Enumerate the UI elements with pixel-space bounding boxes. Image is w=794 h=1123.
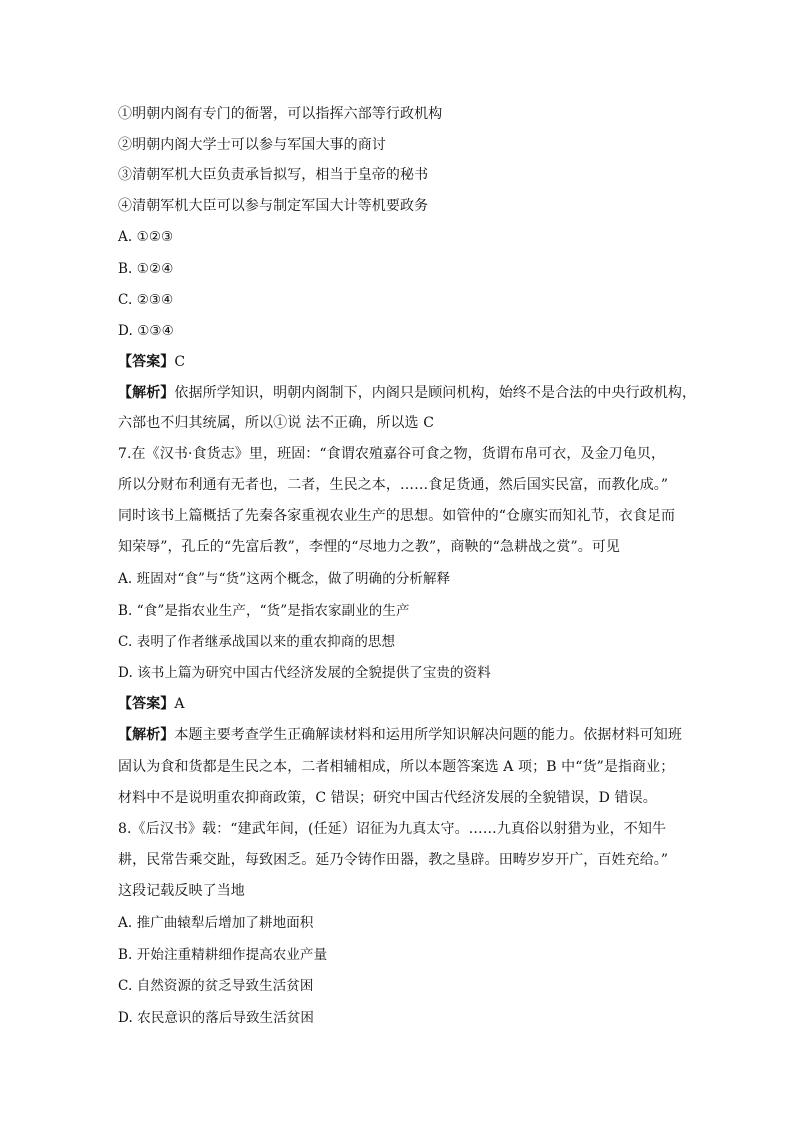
q7-stem-line-1: 7.在《汉书·食货志》里，班固：“食谓农殖嘉谷可食之物，货谓布帛可衣，及金刀龟贝， (118, 446, 666, 462)
q6-statement-4: ④清朝军机大臣可以参与制定军国大计等机要政务 (118, 198, 429, 214)
q6-option-a: A. ①②③ (118, 229, 174, 245)
q6-statement-1: ①明朝内阁有专门的衙署，可以指挥六部等行政机构 (118, 106, 443, 122)
q8-stem-line-3: 这段记载反映了当地 (118, 883, 245, 899)
q6-option-b: B. ①②④ (118, 261, 174, 277)
q7-analysis-line-2: 固认为食和货都是生民之本，二者相辅相成，所以本题答案选 A 项；B 中“货”是指商业； (118, 759, 675, 775)
q8-option-c: C. 自然资源的贫乏导致生活贫困 (118, 978, 314, 994)
q6-option-d: D. ①③④ (118, 323, 174, 339)
q6-analysis-line-1 (118, 383, 697, 403)
q7-answer (118, 694, 684, 714)
q6-analysis-line-2: 六部也不归其统属，所以①说 法不正确，所以选 C (118, 415, 435, 431)
q6-statement-2: ②明朝内阁大学士可以参与军国大事的商讨 (118, 137, 386, 153)
q7-analysis-line-1 (118, 725, 684, 745)
analysis-text: 本题主要考查学生正确解读材料和运用所学知识解决问题的能力。依据材料可知班 (174, 727, 683, 743)
q7-option-c: C. 表明了作者继承战国以来的重农抑商的思想 (118, 634, 396, 650)
q7-option-d: D. 该书上篇为研究中国古代经济发展的全貌提供了宝贵的资料 (118, 665, 491, 681)
q6-option-c: C. ②③④ (118, 292, 174, 308)
q6-answer (118, 352, 684, 372)
q8-stem-line-1: 8.《后汉书》载：“建武年间，(任延）诏征为九真太守。……九真俗以射猎为业，不知牛 (118, 821, 667, 837)
analysis-text: 依据所学知识，明朝内阁制下，内阁只是顾问机构，始终不是合法的中央行政机构， (174, 385, 697, 401)
answer-tag: 【答案】 (118, 696, 175, 712)
q7-analysis-line-3: 材料中不是说明重农抑商政策，C 错误；研究中国古代经济发展的全貌错误，D 错误。 (118, 790, 657, 806)
q7-stem-line-4: 知荣辱”，孔丘的“先富后教”，李悝的“尽地力之教”，商鞅的“急耕战之赏”。可见 (118, 539, 620, 555)
q6-statement-3: ③清朝军机大臣负责承旨拟写，相当于皇帝的秘书 (118, 167, 429, 183)
q8-stem-line-2: 耕，民常告乘交趾，每致困乏。延乃令铸作田器，教之垦辟。田畴岁岁开广，百姓充给。” (118, 852, 669, 868)
q7-option-a: A. 班固对“食”与“货”这两个概念，做了明确的分析解释 (118, 571, 451, 587)
answer-value: C (174, 354, 186, 370)
answer-value: A (174, 696, 185, 712)
q8-option-b: B. 开始注重精耕细作提高农业产量 (118, 947, 328, 963)
analysis-tag: 【解析】 (118, 385, 175, 401)
q8-option-d: D. 农民意识的落后导致生活贫困 (118, 1010, 315, 1026)
q8-option-a: A. 推广曲辕犁后增加了耕地面积 (118, 915, 314, 931)
analysis-tag: 【解析】 (118, 727, 175, 743)
q7-option-b: B. “食”是指农业生产，“货”是指农家副业的生产 (118, 603, 410, 619)
q7-stem-line-3: 同时该书上篇概括了先秦各家重视农业生产的思想。如管仲的“仓廪实而知礼节，衣食足而 (118, 508, 676, 524)
answer-tag: 【答案】 (118, 354, 175, 370)
q7-stem-line-2: 所以分财布利通有无者也，二者，生民之本，……食足货通，然后国实民富，而教化成。” (118, 477, 669, 493)
